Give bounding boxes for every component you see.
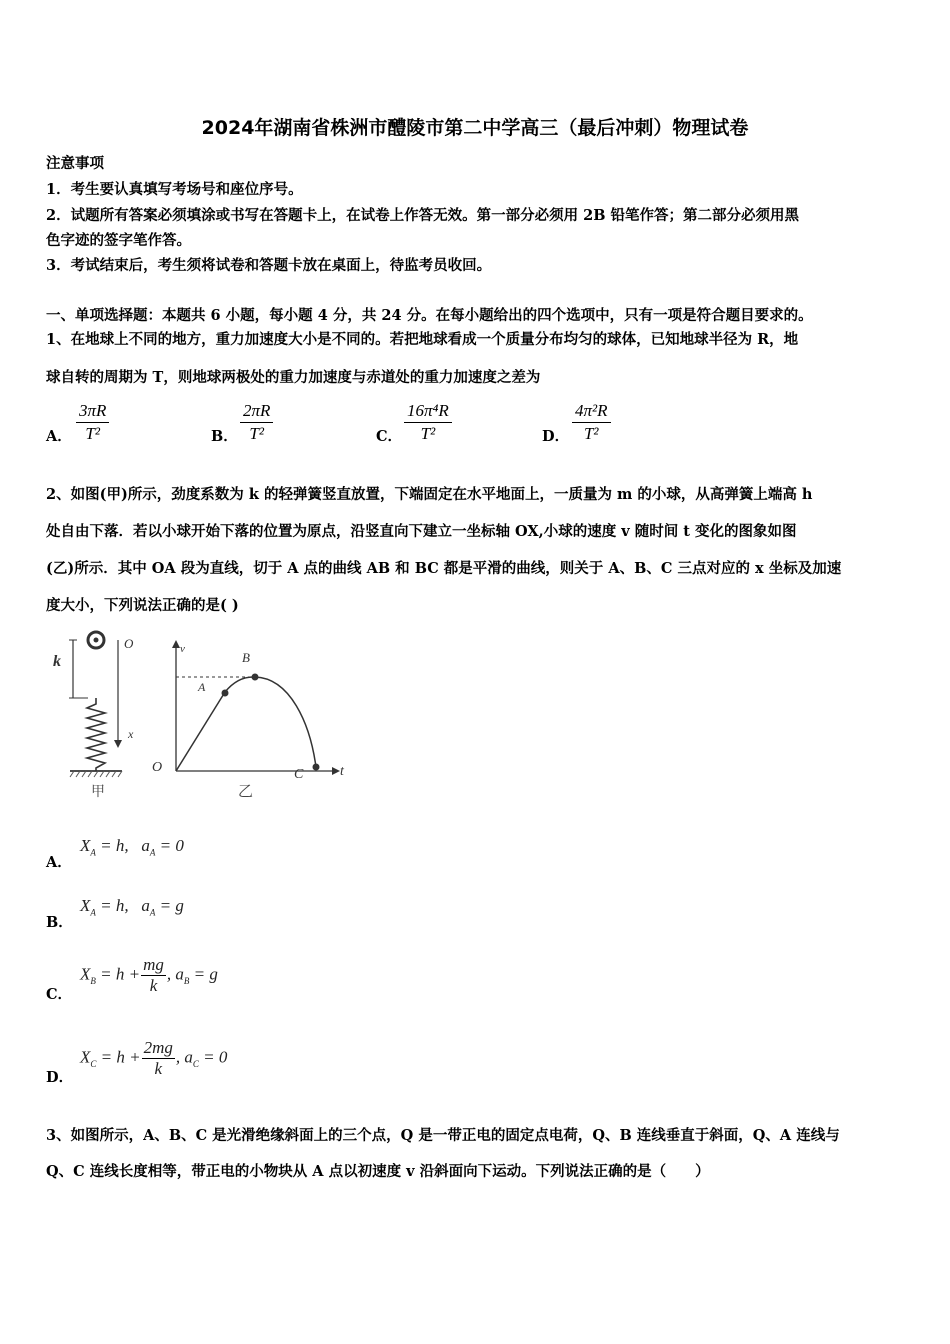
eq-subscript: B [183,975,190,986]
ground-hatching [70,771,122,777]
option-label: C． [376,428,403,445]
label-k: k [53,653,61,670]
eq-value: = h, [100,836,129,855]
ab-curve [225,677,255,692]
option-label: B． [211,428,238,445]
point-c [313,764,320,771]
eq-value: = g [193,964,218,984]
eq-value: = 0 [159,836,184,855]
eq-symbol: X [80,896,91,915]
eq-symbol: , a [175,1047,193,1067]
eq-symbol: X [80,836,91,855]
question-1-text: 1、在地球上不同的地方，重力加速度大小是不同的。若把地球看成一个质量分布均匀的球体，已知地球半径为 R，地 [46,331,799,348]
eq-subscript: B [90,975,96,986]
eq-subscript: A [149,847,156,858]
notice-item: 2．试题所有答案必须填涂或书写在答题卡上，在试卷上作答无效。第一部分必须用 2B 铅笔作答；第二部分必须用黑 [46,207,800,224]
question-3-text: 3、如图所示，A、B、C 是光滑绝缘斜面上的三个点，Q 是一带正电的固定点电荷，Q、B 连线垂直于斜面，Q、A 连线与 [46,1127,840,1144]
question-3-text: Q、C 连线长度相等，带正电的小物块从 A 点以初速度 v 沿斜面向下运动。下列说法正确的是（ ） [46,1163,710,1180]
option-b-formula [240,400,273,445]
point-a [222,690,229,697]
option-c-formula [404,400,452,445]
option-label: A． [46,428,72,445]
page-title: 2024年湖南省株洲市醴陵市第二中学高三（最后冲刺）物理试卷 [201,117,749,139]
eq-subscript: A [90,847,96,858]
formula-numerator: 3πR [76,400,109,423]
eq-value: = h, [100,896,129,915]
option-a-equation [80,836,184,857]
eq-fraction [142,1038,175,1079]
eq-value: = g [159,896,184,915]
caption-jia: 甲 [91,784,105,800]
bc-curve [255,677,316,767]
eq-symbol: a [141,836,150,855]
caption-yi: 乙 [238,782,254,800]
question-2-figure [40,628,370,812]
eq-fraction-denominator: k [154,1059,163,1078]
label-b: B [242,650,250,665]
notice-item: 1．考生要认真填写考场号和座位序号。 [46,181,303,198]
label-c: C [294,767,304,782]
question-1-text: 球自转的周期为 T，则地球两极处的重力加速度与赤道处的重力加速度之差为 [46,369,541,386]
label-o-left: O [124,636,134,651]
formula-denominator: T² [420,424,436,443]
label-o-right: O [152,760,163,775]
notice-heading: 注意事项 [46,155,104,172]
label-v: v [180,643,185,655]
ball-center [94,638,99,643]
label-x: x [128,727,134,741]
option-c-equation [80,955,218,996]
question-2-text: 度大小，下列说法正确的是( ) [46,597,239,614]
eq-fraction-numerator: 2mg [143,1038,173,1057]
formula-numerator: 2πR [240,400,273,423]
eq-symbol: a [141,896,150,915]
eq-subscript: A [90,907,96,918]
eq-fraction [141,955,166,996]
eq-subscript: C [90,1058,97,1069]
question-2-text: 2、如图(甲)所示，劲度系数为 k 的轻弹簧竖直放置，下端固定在水平地面上，一质量为 m 的小球，从高弹簧上端高 h [46,486,813,503]
option-label: A． [46,854,72,871]
question-2-text: 处自由下落．若以小球开始下落的位置为原点，沿竖直向下建立一坐标轴 OX,小球的速度 v 随时间 t 变化的图象如图 [46,523,797,540]
option-label: C． [46,986,73,1003]
oa-segment [176,692,225,771]
formula-denominator: T² [583,424,599,443]
notice-item: 3．考试结束后，考生须将试卷和答题卡放在桌面上，待监考员收回。 [46,257,492,274]
option-a-formula [76,400,109,445]
label-t: t [340,764,344,779]
notice-item: 色字迹的签字笔作答。 [46,232,191,249]
option-b-equation [80,896,184,917]
section-heading: 一、单项选择题：本题共 6 小题，每小题 4 分，共 24 分。在每小题给出的四个选项中，只有一项是符合题目要求的。 [46,307,813,324]
question-2-text: (乙)所示．其中 OA 段为直线，切于 A 点的曲线 AB 和 BC 都是平滑的曲线，则关于 A、B、C 三点对应的 x 坐标及加速 [46,560,842,577]
eq-value: = h + [100,964,141,984]
option-label: B． [46,914,73,931]
eq-value: = h + [100,1047,141,1067]
v-axis-arrow-icon [172,640,180,648]
spring-and-graph-diagram [40,628,370,808]
eq-subscript: C [192,1058,199,1069]
arrow-head-icon [114,740,122,748]
formula-denominator: T² [85,424,100,443]
eq-fraction-numerator: mg [143,955,164,974]
option-label: D． [542,428,570,445]
eq-symbol: X [80,964,91,984]
eq-symbol: X [80,1047,91,1067]
eq-fraction-denominator: k [149,976,158,995]
label-a: A [198,680,206,694]
eq-symbol: , a [166,964,184,984]
eq-subscript: A [149,907,156,918]
formula-numerator: 16π⁴R [404,400,452,423]
option-label: D． [46,1069,74,1086]
spring-icon [87,698,105,771]
eq-value: = 0 [203,1047,228,1067]
option-d-formula [572,400,611,445]
option-d-equation [80,1038,227,1079]
formula-denominator: T² [249,424,264,443]
formula-numerator: 4π²R [572,400,611,423]
t-axis-arrow-icon [332,767,340,775]
point-b [252,674,259,681]
